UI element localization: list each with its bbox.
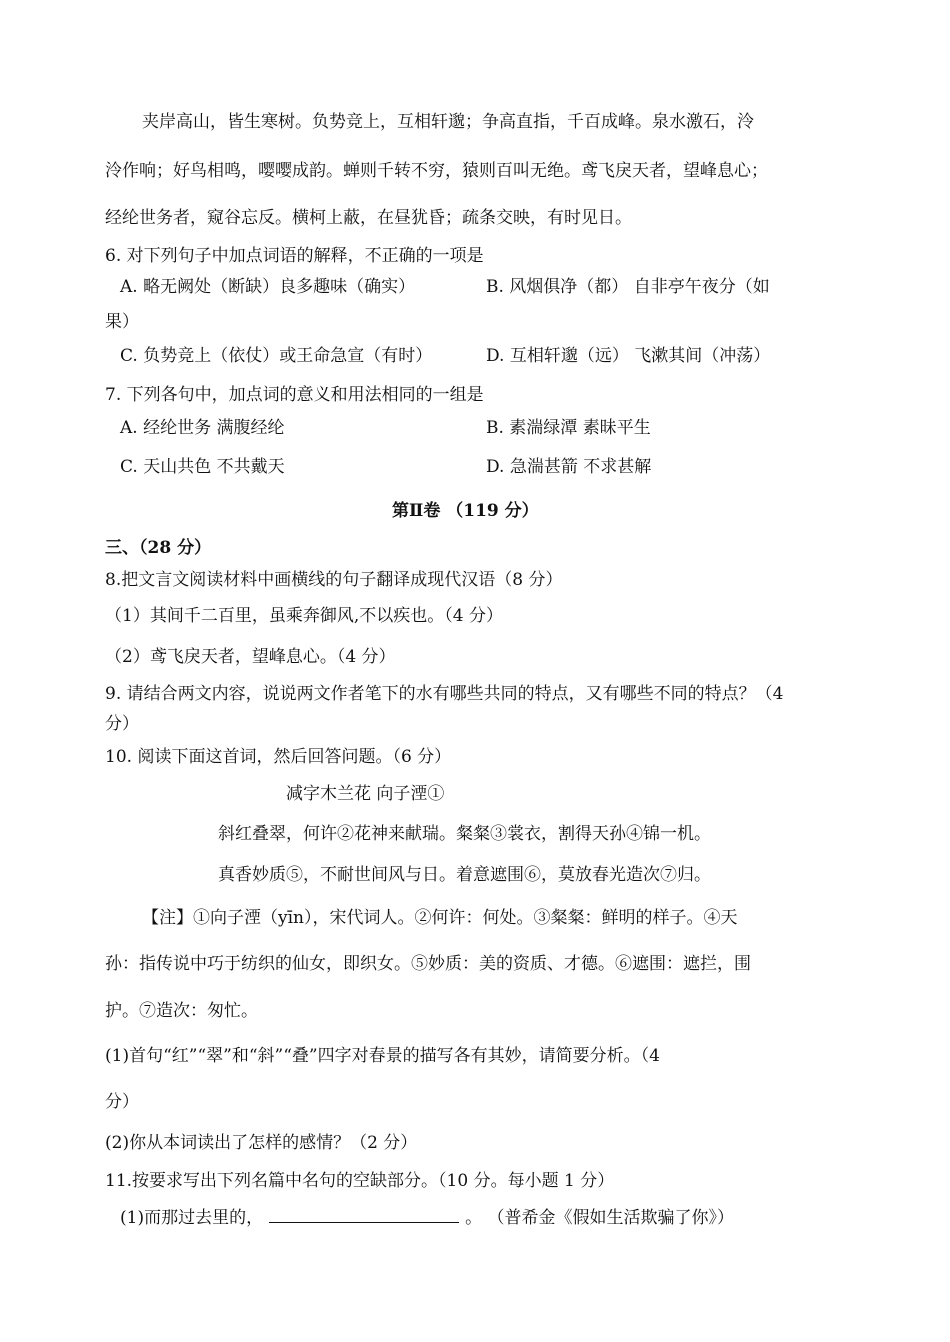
question-8-stem: 8.把文言文阅读材料中画横线的句子翻译成现代汉语（8 分） (105, 570, 563, 590)
question-9-line-2: 分） (105, 714, 139, 734)
question-9-line-1: 9. 请结合两文内容，说说两文作者笔下的水有哪些共同的特点，又有哪些不同的特点？（4 (105, 684, 784, 704)
question-6-option-a: A. 略无阙处（断缺）良多趣味（确实） (120, 277, 416, 297)
question-6-option-c: C. 负势竞上（依仗）或王命急宣（有时） (120, 346, 433, 366)
question-10-sub-2: (2)你从本词读出了怎样的感情？（2 分） (105, 1133, 418, 1153)
passage-line-1: 夹岸高山，皆生寒树。负势竞上，互相轩邈；争高直指，千百成峰。泉水激石，泠 (142, 112, 754, 132)
question-6-option-b-cont: 果） (105, 312, 139, 332)
question-7-option-b: B. 素湍绿潭 素昧平生 (486, 418, 651, 438)
section-2-title: 第Ⅱ卷 （119 分） (392, 501, 539, 521)
question-6-option-b: B. 风烟俱净（都） 自非亭午夜分（如 (486, 277, 770, 297)
question-11-item-1-source: 。 （普希金《假如生活欺骗了你》） (465, 1208, 734, 1228)
question-10-sub-1-line-1: (1)首句“红”“翠”和“斜”“叠”四字对春景的描写各有其妙，请简要分析。（4 (105, 1046, 660, 1066)
poem-note-3: 护。⑦造次：匆忙。 (105, 1001, 258, 1021)
passage-line-3: 经纶世务者，窥谷忘反。横柯上蔽，在昼犹昏；疏条交映，有时见日。 (105, 208, 632, 228)
poem-line-2: 真香妙质⑤，不耐世间风与日。着意遮围⑥，莫放春光造次⑦归。 (218, 865, 711, 885)
question-7-option-c: C. 天山共色 不共戴天 (120, 457, 285, 477)
part-3-heading: 三、（28 分） (105, 538, 212, 558)
poem-note-2: 孙：指传说中巧于纺织的仙女，即织女。⑤妙质：美的资质、才德。⑥遮围：遮拦，围 (105, 954, 751, 974)
poem-note-1: 【注】①向子湮（yīn），宋代词人。②何许：何处。③粲粲：鲜明的样子。④天 (142, 908, 738, 928)
question-11-item-1-text: (1)而那过去里的， (120, 1208, 264, 1228)
question-11-item-1 (120, 1206, 734, 1229)
question-7-stem: 7. 下列各句中，加点词的意义和用法相同的一组是 (105, 385, 484, 405)
passage-line-2: 泠作响；好鸟相鸣，嘤嘤成韵。蝉则千转不穷，猿则百叫无绝。鸢飞戾天者，望峰息心； (105, 161, 768, 181)
question-8-sentence-1: （1）其间千二百里，虽乘奔御风,不以疾也。（4 分） (105, 606, 503, 626)
poem-line-1: 斜红叠翠，何许②花神来献瑞。粲粲③裳衣，割得天孙④锦一机。 (218, 824, 711, 844)
answer-blank[interactable] (269, 1206, 459, 1223)
question-7-option-a: A. 经纶世务 满腹经纶 (120, 418, 285, 438)
poem-title: 减字木兰花 向子湮① (286, 784, 445, 804)
question-6-option-d: D. 互相轩邈（远） 飞漱其间（冲荡） (486, 346, 771, 366)
question-6-stem: 6. 对下列句子中加点词语的解释，不正确的一项是 (105, 246, 484, 266)
question-7-option-d: D. 急湍甚箭 不求甚解 (486, 457, 652, 477)
question-8-sentence-2: （2）鸢飞戾天者，望峰息心。（4 分） (105, 647, 396, 667)
question-10-stem: 10. 阅读下面这首词，然后回答问题。（6 分） (105, 747, 452, 767)
question-11-stem: 11.按要求写出下列名篇中名句的空缺部分。（10 分。每小题 1 分） (105, 1171, 615, 1191)
question-10-sub-1-line-2: 分） (105, 1092, 139, 1112)
